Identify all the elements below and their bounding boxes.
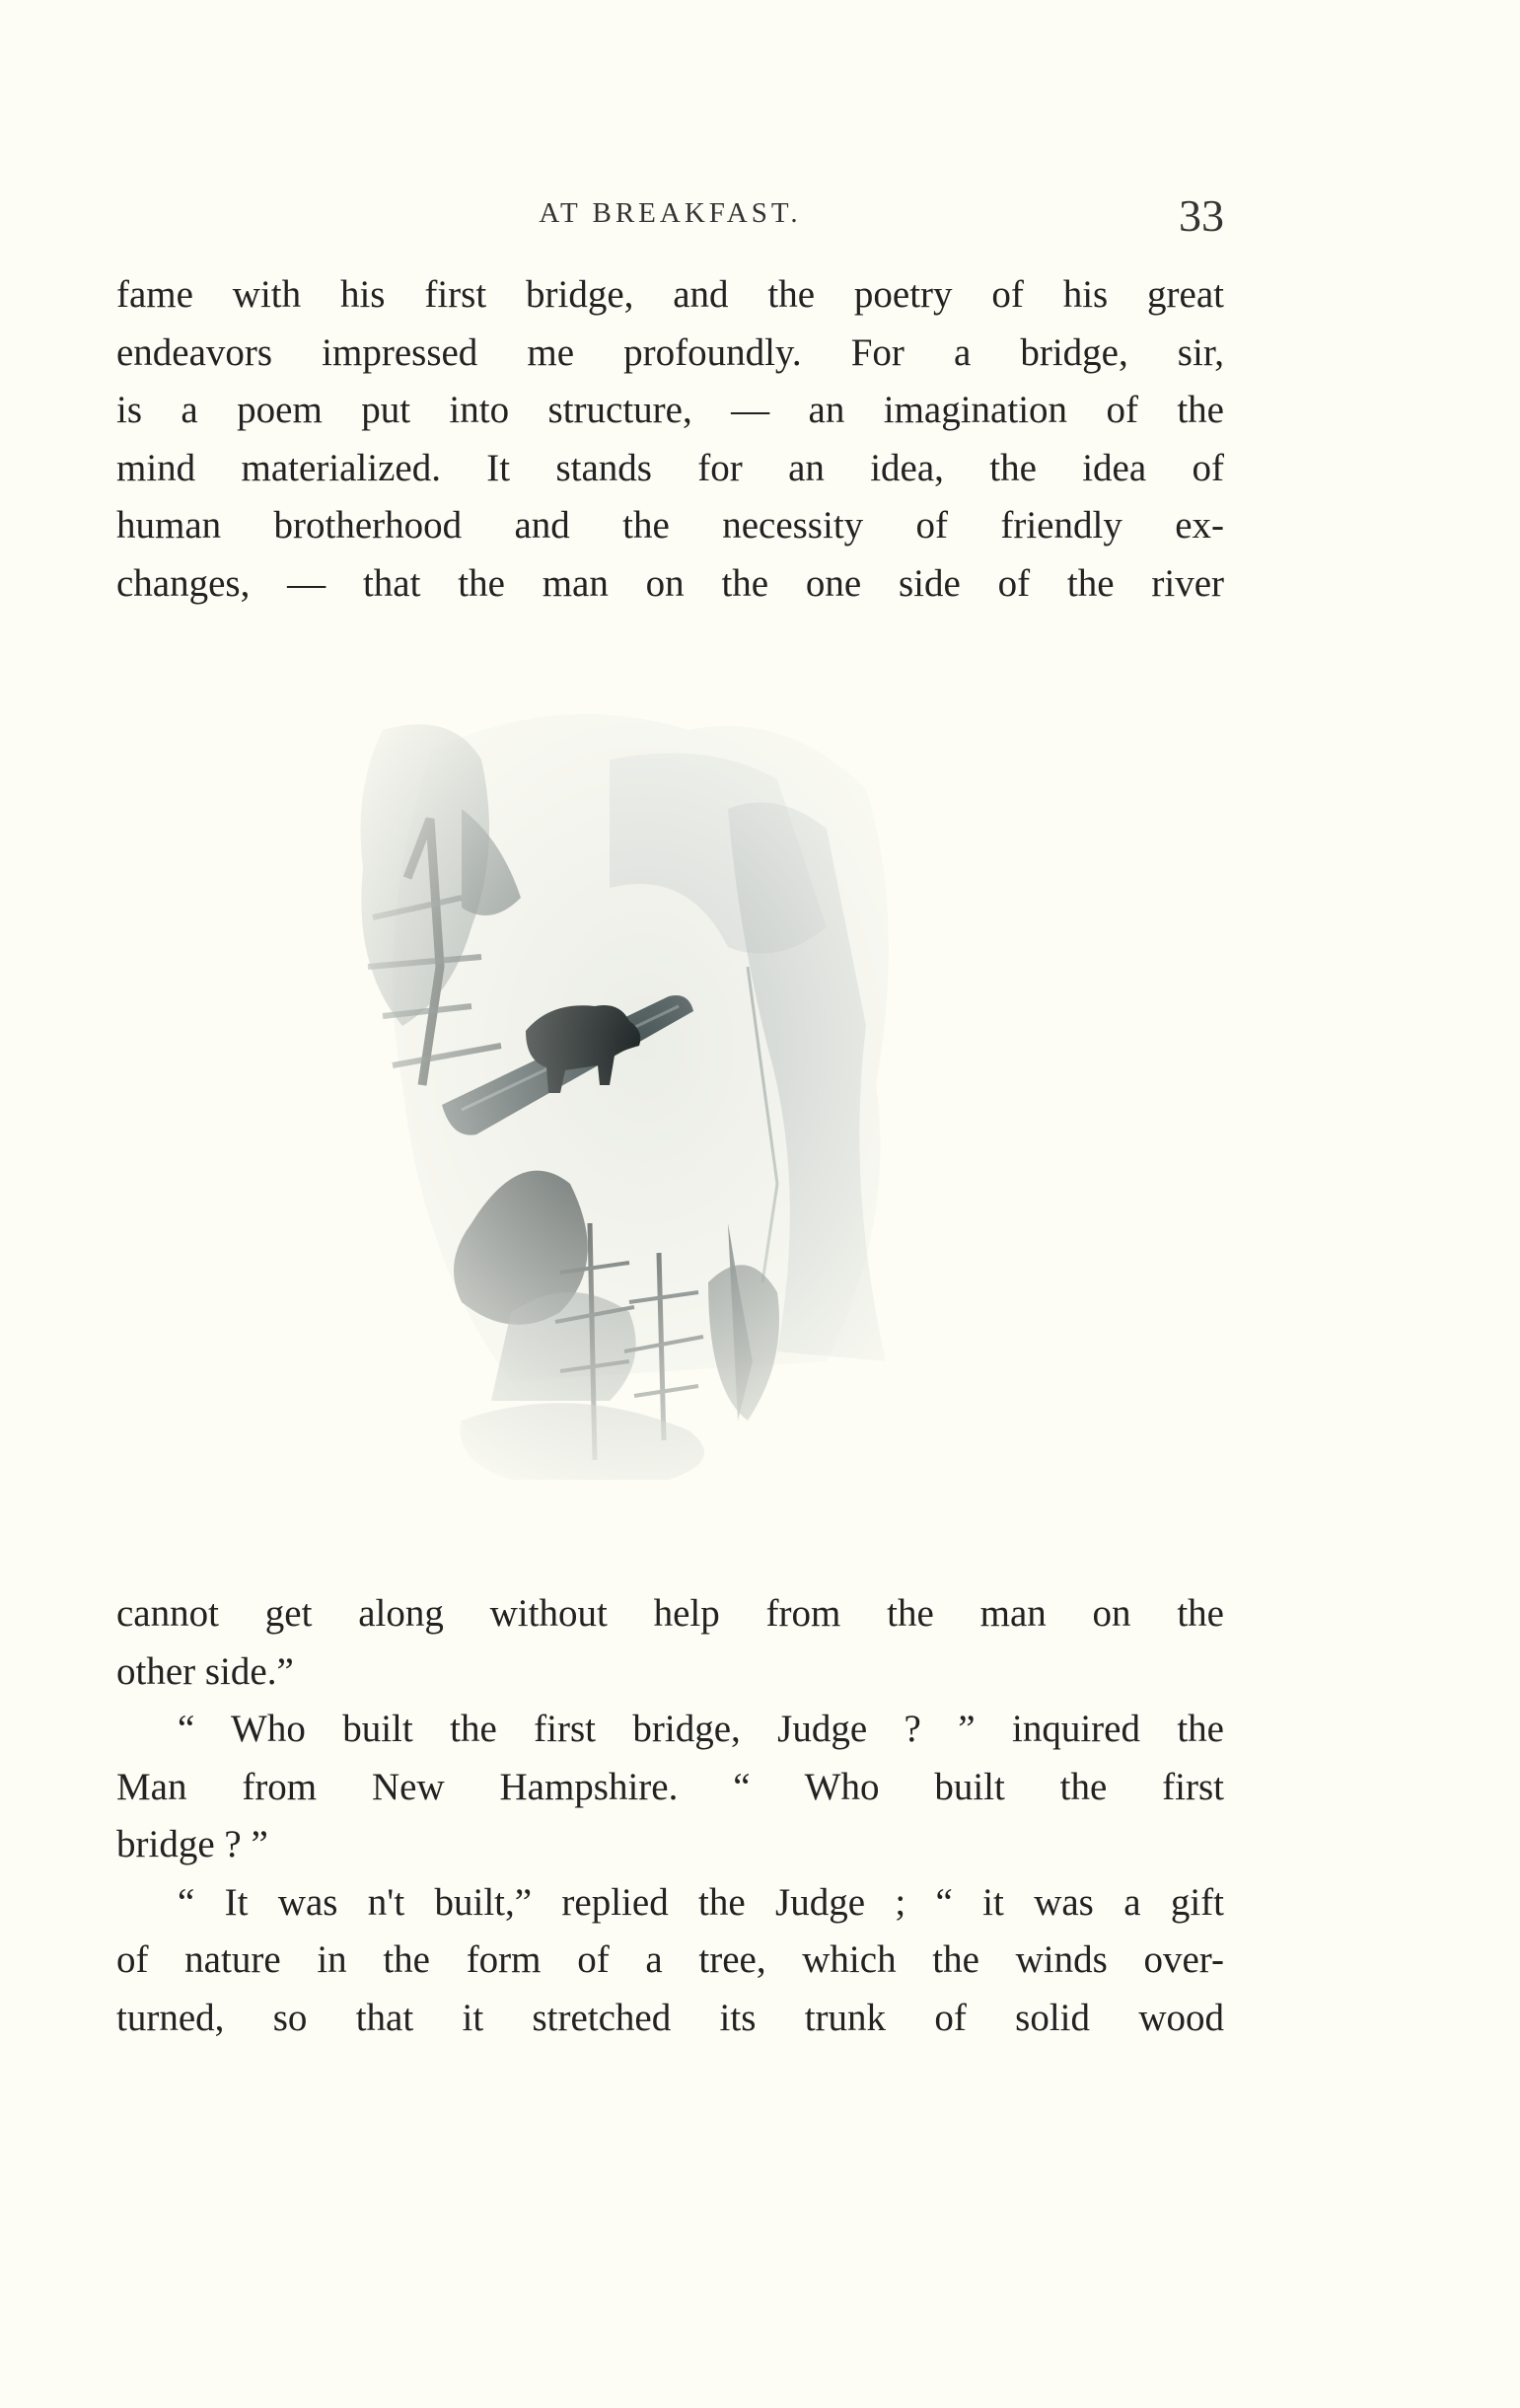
bear-on-log-illustration (314, 671, 975, 1509)
text-line: is a poem put into structure, — an imagination of the (116, 389, 1224, 431)
engraving-svg (314, 671, 975, 1509)
text-line: human brotherhood and the necessity of friendly ex- (116, 504, 1224, 547)
paragraph-bottom (116, 1585, 1224, 2047)
text-line: other side.” (116, 1649, 294, 1693)
text-line: “ It was n't built,” replied the Judge ; “ it was a gift (178, 1880, 1224, 1924)
page-number: 33 (1179, 190, 1224, 241)
text-line: “ Who built the first bridge, Judge ? ” inquired the (178, 1708, 1224, 1750)
running-title: AT BREAKFAST. (539, 197, 802, 229)
text-line: Man from New Hampshire. “ Who built the first (116, 1765, 1224, 1808)
text-line: of nature in the form of a tree, which the winds over- (116, 1938, 1224, 1981)
text-line: mind materialized. It stands for an idea, the idea of (116, 446, 1224, 489)
text-line: bridge ? ” (116, 1823, 268, 1865)
running-head (116, 189, 1224, 239)
text-line: cannot get along without help from the man on the (116, 1592, 1224, 1635)
text-line: changes, — that the man on the one side of the river (116, 561, 1224, 605)
text-line: turned, so that it stretched its trunk of solid wood (116, 1996, 1224, 2039)
text-line: endeavors impressed me profoundly. For a bridge, sir, (116, 330, 1224, 374)
text-line: fame with his first bridge, and the poetry of his great (116, 273, 1224, 316)
paragraph-top (116, 266, 1224, 613)
